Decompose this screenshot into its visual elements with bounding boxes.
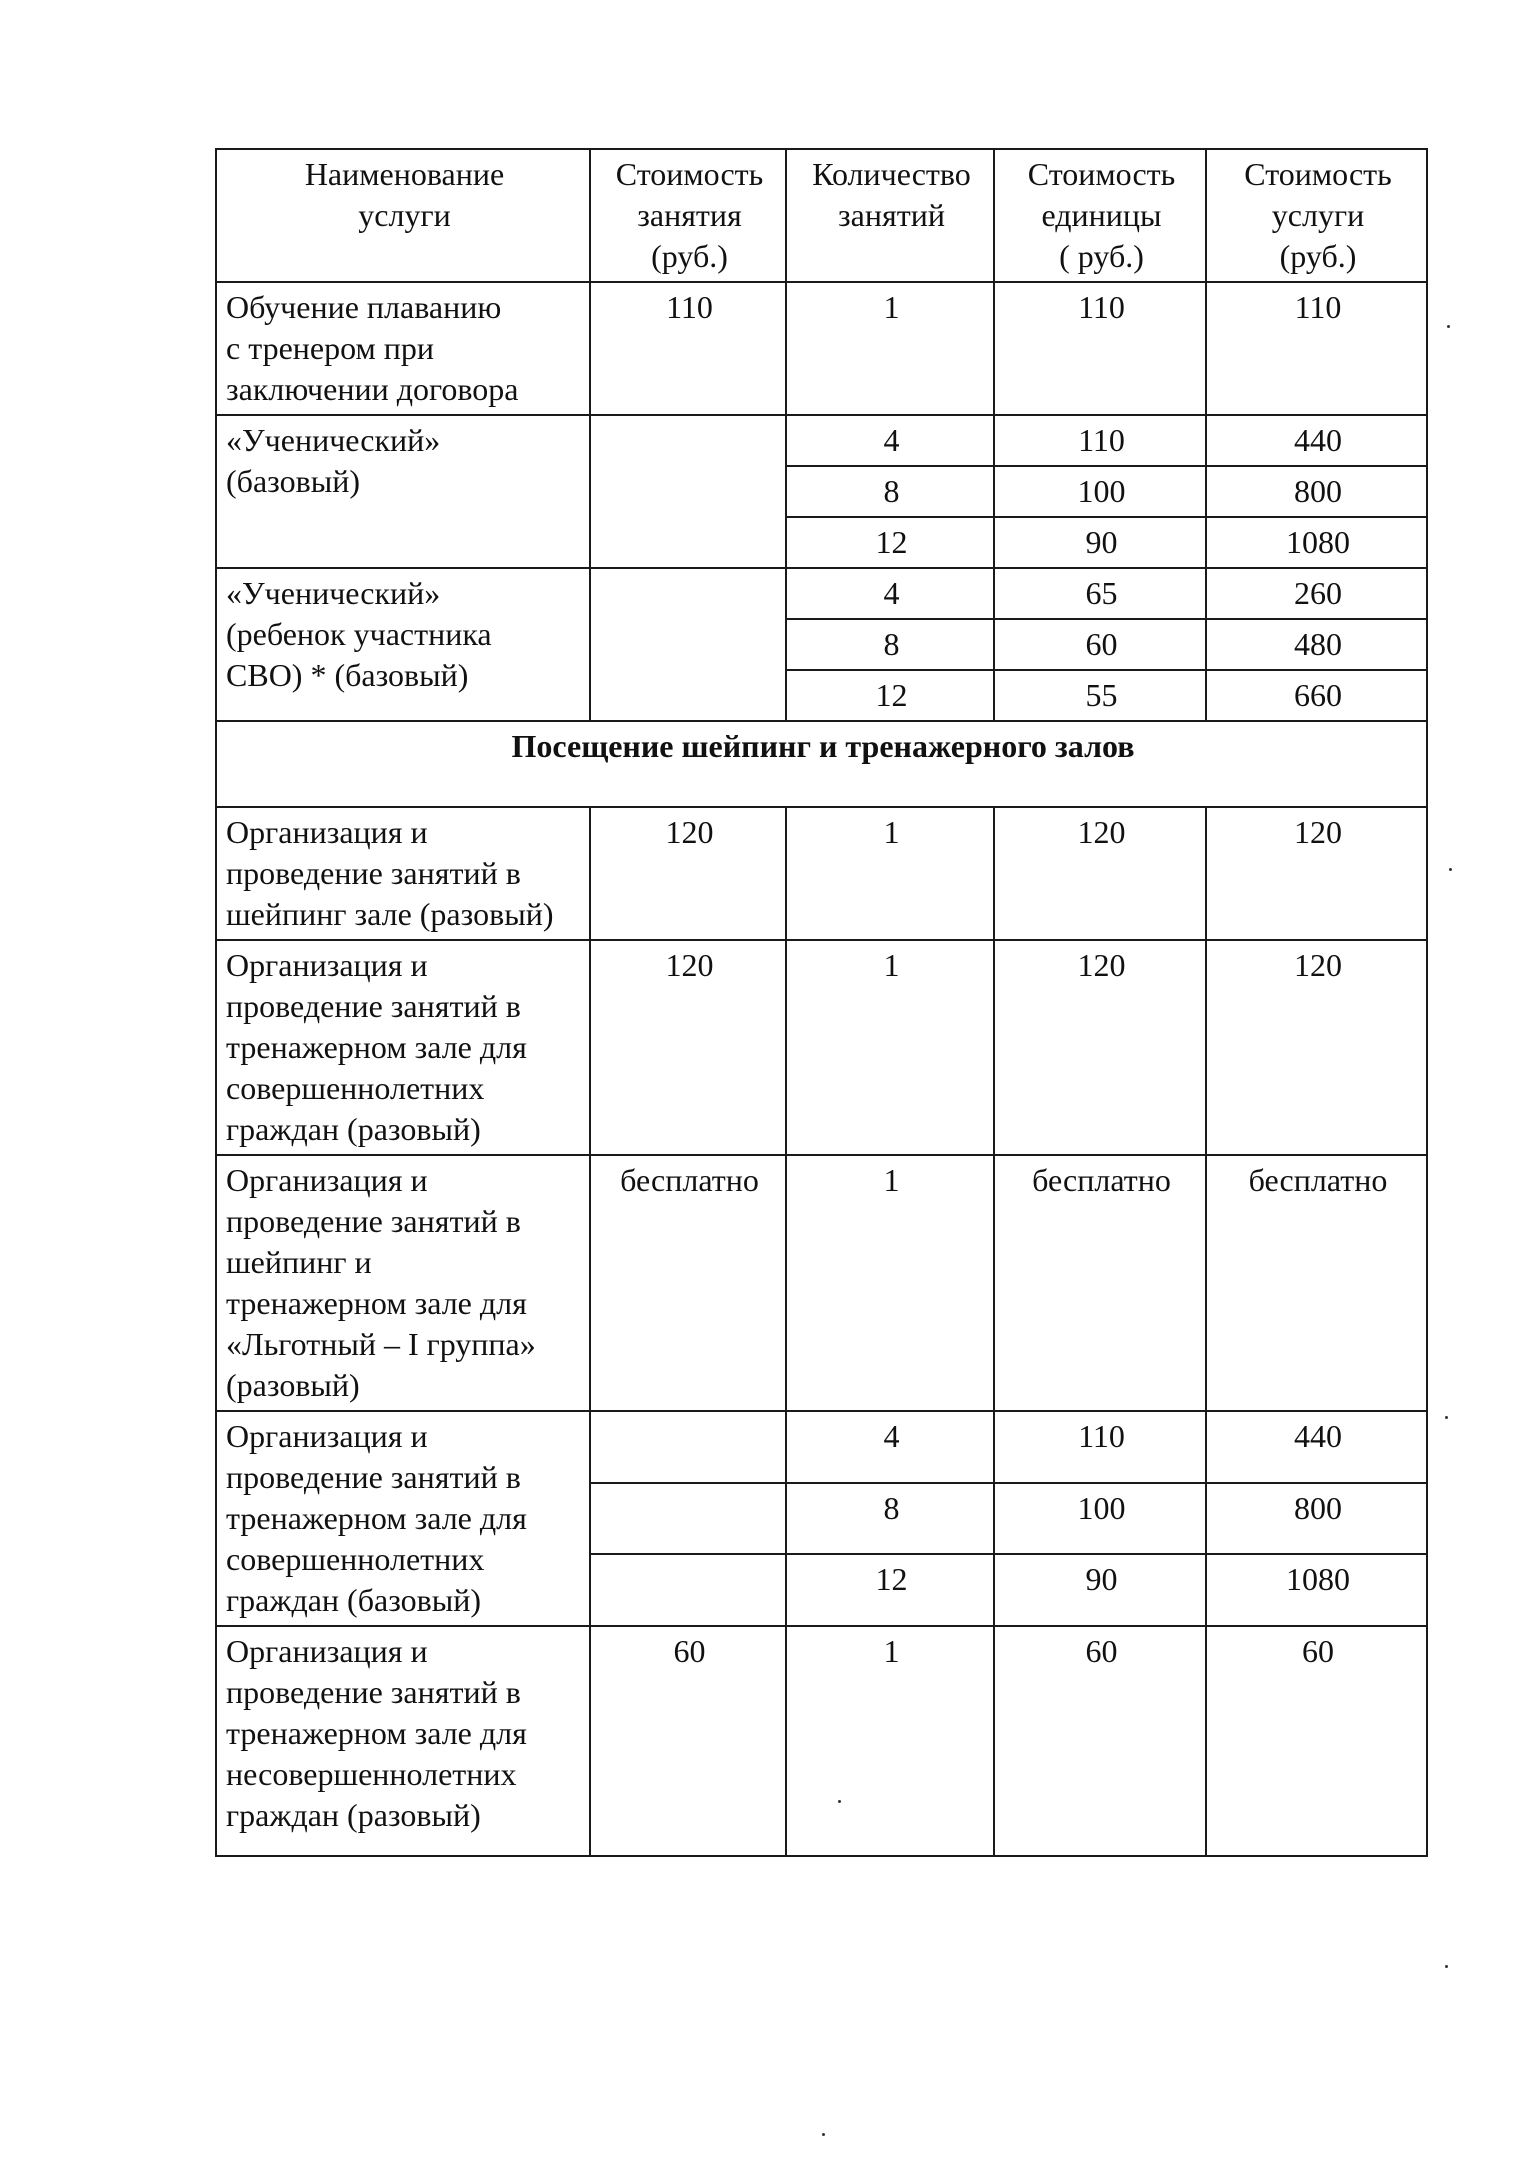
table-row (216, 415, 1427, 466)
header-service-name: Наименование услуги (216, 149, 590, 282)
row-unit-price: 100 (994, 1483, 1206, 1555)
scan-speck (1445, 1965, 1448, 1968)
row-count: 1 (786, 940, 994, 1155)
row-count: 12 (786, 670, 994, 721)
row-unit-price: 110 (994, 415, 1206, 466)
row-total: бесплатно (1206, 1155, 1427, 1411)
row-total: 800 (1206, 466, 1427, 517)
row-lesson-price: 110 (590, 282, 786, 415)
scan-speck (1447, 325, 1450, 328)
row-count: 8 (786, 1483, 994, 1555)
row-total: 1080 (1206, 1554, 1427, 1626)
scan-speck (1449, 868, 1452, 871)
row-total: 120 (1206, 940, 1427, 1155)
row-unit-price: 60 (994, 1626, 1206, 1856)
row-count: 8 (786, 466, 994, 517)
row-total: 110 (1206, 282, 1427, 415)
row-total: 660 (1206, 670, 1427, 721)
price-table (215, 148, 1428, 1857)
section-title: Посещение шейпинг и тренажерного залов (216, 721, 1427, 807)
row-name: Обучение плаванию с тренером при заключении договора (216, 282, 590, 415)
row-lesson-price-empty (590, 568, 786, 721)
table-row (216, 1411, 1427, 1483)
row-lesson-price-empty (590, 1483, 786, 1555)
row-name: Организация и проведение занятий в шейпинг и тренажерном зале для «Льготный – I группа» (разовый) (216, 1155, 590, 1411)
row-lesson-price-empty (590, 1411, 786, 1483)
row-name: «Ученический» (ребенок участника СВО) * (базовый) (216, 568, 590, 721)
section-row (216, 721, 1427, 807)
row-lesson-price: 120 (590, 940, 786, 1155)
row-total: 800 (1206, 1483, 1427, 1555)
table-row (216, 282, 1427, 415)
header-unit-price: Стоимость единицы ( руб.) (994, 149, 1206, 282)
row-count: 4 (786, 415, 994, 466)
row-lesson-price: 120 (590, 807, 786, 940)
row-name: Организация и проведение занятий в тренажерном зале для несовершеннолетних граждан (разовый) (216, 1626, 590, 1856)
row-count: 4 (786, 1411, 994, 1483)
row-unit-price: 90 (994, 1554, 1206, 1626)
row-total: 480 (1206, 619, 1427, 670)
row-unit-price: 110 (994, 1411, 1206, 1483)
table-row (216, 568, 1427, 619)
row-unit-price: 65 (994, 568, 1206, 619)
row-name: «Ученический» (базовый) (216, 415, 590, 568)
row-total: 260 (1206, 568, 1427, 619)
row-count: 12 (786, 1554, 994, 1626)
row-count: 1 (786, 1155, 994, 1411)
row-count: 1 (786, 807, 994, 940)
table-row (216, 1626, 1427, 1856)
row-total: 440 (1206, 415, 1427, 466)
row-unit-price: 90 (994, 517, 1206, 568)
row-total: 60 (1206, 1626, 1427, 1856)
row-name: Организация и проведение занятий в шейпинг зале (разовый) (216, 807, 590, 940)
row-count: 8 (786, 619, 994, 670)
header-lesson-price: Стоимость занятия (руб.) (590, 149, 786, 282)
header-lessons-count: Количество занятий (786, 149, 994, 282)
row-lesson-price: бесплатно (590, 1155, 786, 1411)
row-unit-price: 120 (994, 940, 1206, 1155)
table-row (216, 807, 1427, 940)
row-lesson-price-empty (590, 415, 786, 568)
scan-speck (838, 1800, 841, 1803)
row-total: 440 (1206, 1411, 1427, 1483)
scan-speck (1445, 1416, 1448, 1419)
row-name: Организация и проведение занятий в тренажерном зале для совершеннолетних граждан (базовый) (216, 1411, 590, 1626)
row-total: 120 (1206, 807, 1427, 940)
row-unit-price: 120 (994, 807, 1206, 940)
row-count: 4 (786, 568, 994, 619)
row-total: 1080 (1206, 517, 1427, 568)
row-unit-price: 110 (994, 282, 1206, 415)
row-name: Организация и проведение занятий в тренажерном зале для совершеннолетних граждан (разовый) (216, 940, 590, 1155)
row-count: 1 (786, 282, 994, 415)
row-count: 12 (786, 517, 994, 568)
row-unit-price: 100 (994, 466, 1206, 517)
row-unit-price: бесплатно (994, 1155, 1206, 1411)
table-row (216, 1155, 1427, 1411)
row-count: 1 (786, 1626, 994, 1856)
row-unit-price: 60 (994, 619, 1206, 670)
scan-speck (822, 2133, 825, 2136)
row-lesson-price: 60 (590, 1626, 786, 1856)
table-row (216, 940, 1427, 1155)
row-lesson-price-empty (590, 1554, 786, 1626)
table-header-row (216, 149, 1427, 282)
row-unit-price: 55 (994, 670, 1206, 721)
header-service-price: Стоимость услуги (руб.) (1206, 149, 1427, 282)
